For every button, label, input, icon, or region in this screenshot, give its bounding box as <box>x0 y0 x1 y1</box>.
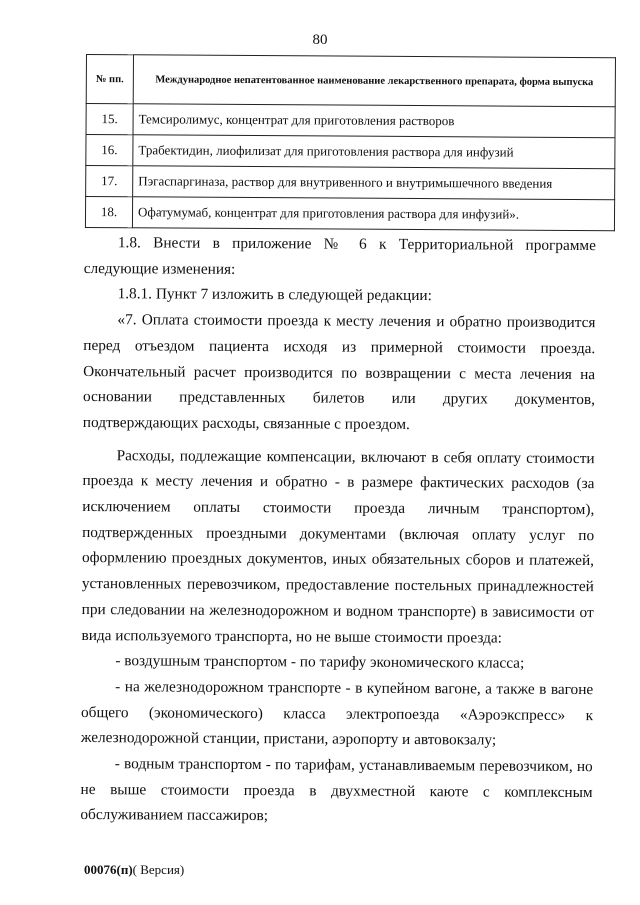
drug-table <box>85 54 616 231</box>
column-header-number: № пп. <box>86 55 133 104</box>
list-item-rail: - на железнодорожном транспорте - в купейном вагоне, а также в вагоне общего (экономического) класса электропоезда «Аэроэкспресс» к железнодорожной станции, пристани, аэропорту и автовокзалу; <box>80 678 594 749</box>
row-drug-name: Пэгаспаргиназа, раствор для внутривенного и внутримышечного введения <box>133 166 615 200</box>
list-item-water: - водным транспортом - по тарифам, устанавливаемым перевозчиком, но не выше стоимости проезда в двухместной каюте с комплексным обслуживанием пассажиров; <box>80 755 593 825</box>
footer <box>84 862 184 878</box>
table-row <box>86 166 615 200</box>
row-number: 16. <box>86 135 133 166</box>
list-item-air: - воздушным транспортом - по тарифу экономического класса; <box>115 652 525 672</box>
document-version: ( Версия) <box>132 862 185 877</box>
paragraph-amendment: 1.8. Внести в приложение № 6 к Территориальной программе следующие изменения: <box>83 234 596 278</box>
document-code: 00076(п) <box>84 862 133 877</box>
row-number: 15. <box>86 104 133 135</box>
table-row <box>86 104 615 138</box>
page-number: 80 <box>312 32 328 48</box>
row-number: 17. <box>86 166 133 197</box>
row-drug-name: Трабектидин, лиофилизат для приготовления раствора для инфузий <box>133 135 615 169</box>
row-drug-name: Офатумумаб, концентрат для приготовления раствора для инфузий». <box>132 197 614 231</box>
table-header-row <box>86 55 615 107</box>
body-text <box>80 230 596 831</box>
column-header-name: Международное непатентованное наименование лекарственного препарата, форма выпуска <box>133 55 615 107</box>
row-drug-name: Темсиролимус, концентрат для приготовления растворов <box>133 104 615 138</box>
table-row <box>85 197 614 231</box>
paragraph-compensation: Расходы, подлежащие компенсации, включают в себя оплату стоимости проезда к месту лечения и обратно - в размере фактических расходов (за исключением оплаты стоимости проезда личным транспортом), подтвержденных проездными документами (включая оплату услуг по оформлению проездных документов, иных обязательных сборов и платежей, установленных перевозчиком, предоставление постельных принадлежностей при следовании на железнодорожном и водном транспорте) в зависимости от вида используемого транспорта, но не выше стоимости проезда: <box>81 446 595 647</box>
paragraph-payment: «7. Оплата стоимости проезда к месту лечения и обратно производится перед отъездом пациента исходя из примерной стоимости проезда. Окончательный расчет производится по возвращении с места лечения на основании представленных билетов или других документов, подтверждающих расходы, связанные с проездом. <box>82 311 596 433</box>
row-number: 18. <box>85 197 132 228</box>
paragraph-point-7: 1.8.1. Пункт 7 изложить в следующей редакции: <box>117 285 432 305</box>
table-row <box>86 135 615 169</box>
